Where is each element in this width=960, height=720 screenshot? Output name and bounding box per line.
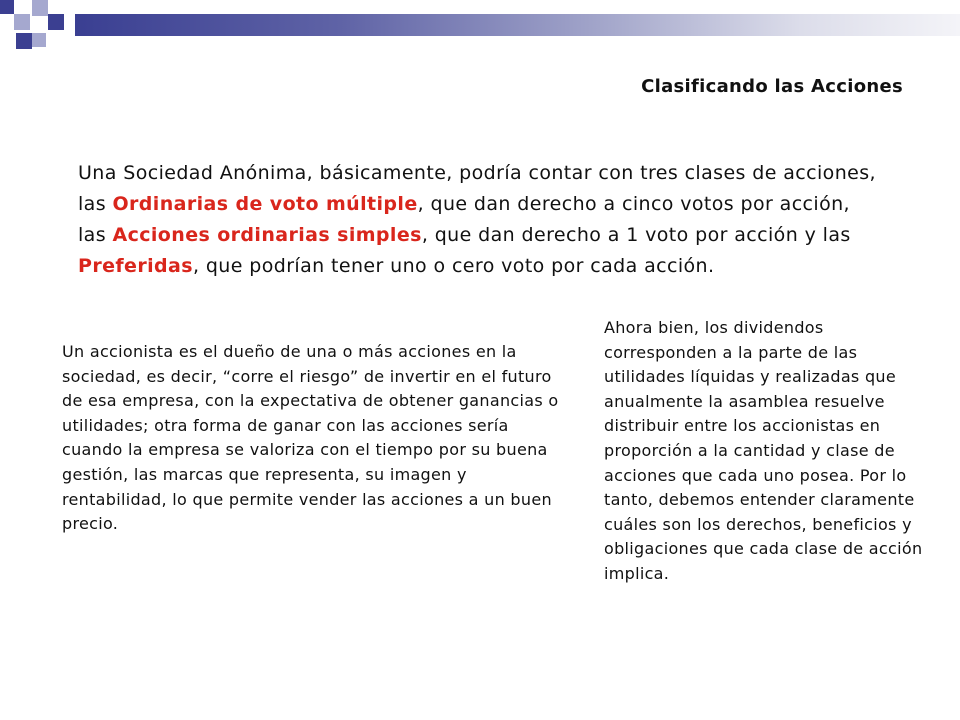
highlight-preferidas: Preferidas bbox=[78, 255, 193, 277]
decorative-square bbox=[14, 14, 30, 30]
intro-text: , que dan derecho a 1 voto por acción y las bbox=[421, 224, 851, 246]
intro-paragraph bbox=[78, 158, 878, 282]
right-paragraph: Ahora bien, los dividendos corresponden a la parte de las utilidades líquidas y realizadas que anualmente la asamblea resuelve distribuir entre los accionistas en proporción a la cantidad y clase de acciones que cada uno posea. Por lo tanto, debemos entender claramente cuáles son los derechos, beneficios y obligaciones que cada clase de acción implica. bbox=[604, 318, 923, 583]
highlight-acciones-ordinarias-simples: Acciones ordinarias simples bbox=[112, 224, 422, 246]
decorative-square bbox=[0, 0, 14, 14]
decorative-square bbox=[32, 0, 48, 16]
intro-text: Una Sociedad Anónima, básicamente, podría contar con tres clases de acciones, las bbox=[78, 162, 876, 215]
decorative-square bbox=[16, 33, 32, 49]
highlight-ordinarias-voto-multiple: Ordinarias de voto múltiple bbox=[112, 193, 418, 215]
left-paragraph: Un accionista es el dueño de una o más acciones en la sociedad, es decir, “corre el riesgo” de invertir en el futuro de esa empresa, con la expectativa de obtener ganancias o utilidades; otra forma de ganar con las acciones sería cuando la empresa se valoriza con el tiempo por su buena gestión, las marcas que representa, su imagen y rentabilidad, lo que permite vender las acciones a un buen precio. bbox=[62, 342, 559, 534]
intro-text: , que dan derecho a cinco votos por acción, las bbox=[78, 193, 850, 246]
intro-text: , que podrían tener uno o cero voto por cada acción. bbox=[192, 255, 715, 277]
decorative-square bbox=[32, 33, 46, 47]
decorative-square bbox=[48, 14, 64, 30]
slide-title: Clasificando las Acciones bbox=[641, 76, 903, 97]
header-gradient-bar bbox=[75, 14, 960, 36]
